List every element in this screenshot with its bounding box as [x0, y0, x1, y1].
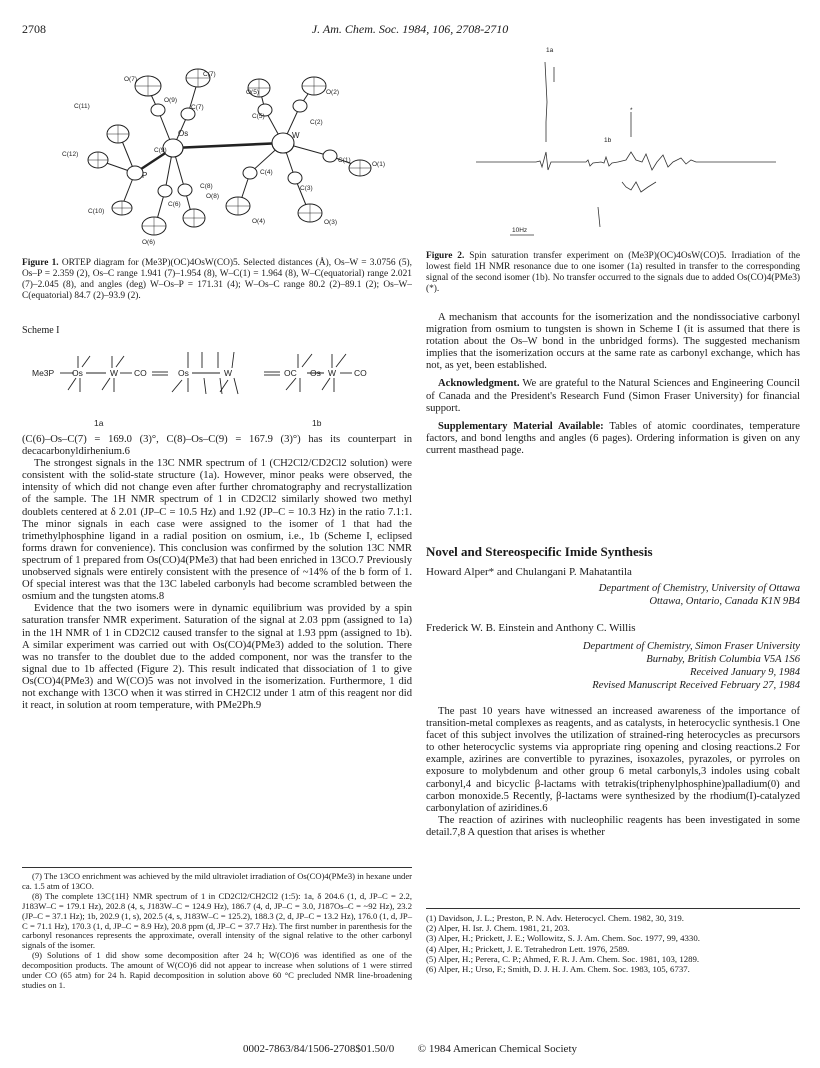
supplementary-label: Supplementary Material Available:	[438, 420, 604, 432]
figure1-caption	[22, 258, 412, 302]
scheme-group: Os	[310, 368, 321, 378]
atom-label: C(1)	[338, 157, 351, 164]
paragraph: Evidence that the two isomers were in dynamic equilibrium was provided by a spin saturation transfer NMR experiment. Saturation of the signal at 2.03 ppm (assigned to 1a) in the 1H NMR of 1 in CD2Cl2 caused transfer to the signal at 1.93 ppm (assigned to 1b). A similar experiment was carried out with Os(CO)4(PMe3) added to the solution. There was no transfer to the doublet due to the added component, nor was the transfer to the signal due to 1b affected (Figure 2). This result indicated that dissociation of 1 to give Os(CO)4(PMe3) and W(CO)5 was not involved in the isomerization. Furthermore, 1 did not exchange with 13CO when it was stirred in CH2Cl2 under 1 atm of this reagent nor did it react, in solution at room temperature, with PMe2Ph.9	[22, 603, 412, 712]
atom-label: C(8)	[200, 183, 213, 190]
references	[426, 913, 800, 974]
atom-label: O(7)	[124, 76, 137, 83]
atom-label: Os	[178, 129, 189, 138]
acknowledgment-label: Acknowledgment.	[438, 378, 520, 390]
footnote-rule	[22, 867, 412, 868]
figure2-caption	[426, 251, 800, 295]
supplementary-text: Tables of atomic coordinates, temperature factors, and bond lengths and angles (6 pages). Ordering information is given on any current masthead page.	[426, 420, 800, 456]
atom-label: C(5)	[252, 113, 265, 120]
scheme-group: OC	[284, 368, 297, 378]
atom-label: C(10)	[88, 208, 105, 215]
scheme-group: Os	[178, 368, 189, 378]
article-authors: Howard Alper* and Chulangani P. Mahatantila	[426, 566, 632, 578]
atom-label: C(9)	[154, 147, 167, 154]
scheme-group: CO	[134, 368, 147, 378]
footnote: (7) The 13CO enrichment was achieved by the mild ultraviolet irradiation of Os(CO)4(PMe3) in hexane under ca. 1.5 atm of 13CO.	[22, 871, 413, 891]
atom-label: O(5)	[246, 89, 259, 96]
scheme-group: W	[224, 368, 233, 378]
paragraph: The reaction of azirines with nucleophilic reagents has been investigated in some detail.7,8 A question that arises is whether	[426, 814, 800, 838]
scheme-title: Scheme I	[22, 325, 60, 336]
reference: (4) Alper, H.; Prickett, J. E. Tetrahedron Lett. 1976, 2589.	[426, 943, 630, 954]
scheme-group: CO	[354, 368, 367, 378]
peak-label-star: *	[630, 107, 633, 114]
atom-label: C(2)	[310, 119, 323, 126]
supplementary-material	[426, 421, 800, 457]
page-number: 2708	[22, 22, 46, 36]
peak-label-1a: 1a	[546, 47, 554, 54]
scheme-label-1a: 1a	[94, 418, 104, 428]
page-footer	[0, 1043, 820, 1055]
footnote: (8) The complete 13C{1H} NMR spectrum of 1 in CD2Cl2/CH2Cl2 (1:5): 1a, δ 204.6 (1, d, JP–C = 2.2, J183W–C = 179.1 Hz), 202.8 (4, s, J183W–C = 124.9 Hz), 186.7 (4, d, JP–C = 3.0, J187Os–C = ~92 Hz), 23.2 (JP–C = 37.1 Hz); 1b, 202.9 (1, s), 202.5 (4, s, J183W–C = 125.2), 188.3 (2, d, JP–C = 13.2 Hz), 176.0 (1, d, JP–C = 71.1 Hz), 170.3 (1, d, JP–C = 8.9 Hz), 20.8 ppm (d, JP–C = 37.7 Hz). The first number in parenthesis for the carbonyl resonances represents the approximate, overall intensity of the signal relative to the other carbonyl signals of the isomer.	[22, 890, 412, 951]
right-column-body	[426, 312, 800, 457]
reference-rule	[426, 908, 800, 909]
article-title: Novel and Stereospecific Imide Synthesis	[426, 544, 653, 559]
affiliation-line: Department of Chemistry, Simon Fraser University	[582, 641, 800, 652]
peak-label-1b: 1b	[604, 137, 612, 144]
scheme-group: W	[328, 368, 337, 378]
acknowledgment	[426, 378, 800, 414]
journal-citation: J. Am. Chem. Soc. 1984, 106, 2708-2710	[311, 22, 509, 36]
figure1-ortep	[60, 48, 390, 248]
figure2-caption-text: Spin saturation transfer experiment on (Me3P)(OC)4OsW(CO)5. Irradiation of the lowest field 1H NMR resonance due to one isomer (1a) resulted in transfer to the corresponding signal of the second isomer (1b). No transfer occurred to the signals due to added Os(CO)4(PMe3) (*).	[426, 251, 801, 294]
scheme-diagram	[22, 340, 412, 430]
affiliation-line: Department of Chemistry, University of Ottawa	[598, 583, 800, 594]
running-header	[0, 22, 820, 42]
atom-label: O(6)	[142, 239, 155, 246]
affiliation	[426, 640, 800, 692]
reference: (6) Alper, H.; Urso, F.; Smith, D. J. H. J. Am. Chem. Soc. 1983, 105, 6737.	[426, 964, 690, 975]
affiliation-line: Burnaby, British Columbia V5A 1S6	[646, 654, 800, 665]
figure2-label: Figure 2.	[426, 251, 465, 261]
figure2-nmr-trace	[476, 42, 776, 242]
footnote: (9) Solutions of 1 did show some decomposition after 24 h; W(CO)6 was identified as one of the decomposition products. The amount of W(CO)6 did not appear to increase when solutions of 1 were stirred under CO (65 atm) for 24 h. Rapid decomposition in solution above 60 °C precluded NMR line-broadening studies on 1.	[22, 950, 412, 990]
reference: (5) Alper, H.; Perera, C. P.; Ahmed, F. R. J. Am. Chem. Soc. 1981, 103, 1289.	[426, 953, 700, 964]
atom-label: O(9)	[164, 97, 177, 104]
scale-label: 10Hz	[512, 227, 528, 234]
reference: (2) Alper, H. Isr. J. Chem. 1981, 21, 203.	[426, 923, 570, 934]
figure1-label: Figure 1.	[22, 258, 59, 268]
left-column-body	[22, 434, 412, 712]
atom-label: C(7)	[203, 71, 216, 78]
atom-label: C(11)	[74, 103, 90, 110]
paragraph: The strongest signals in the 13C NMR spectrum of 1 (CH2Cl2/CD2Cl2 solution) were consistent with the solid-state structure (1a). However, minor peaks were observed, the intensity of which did not change even after further chromatography and recrystallization of the sample. The 1H NMR spectrum of 1 in CD2Cl2 similarly showed two methyl doublets centered at δ 2.01 (JP–C = 10.5 Hz) and 1.92 (JP–C = 10.3 Hz) in the ratio 7.1:1. The minor signals in each case were assigned to the isomer of 1 that had the trimethylphosphine ligand in a radial position on osmium, i.e., 1b (Scheme I, eclipsed forms drawn for convenience). This conclusion was confirmed by the solution 13C NMR spectrum of 1 prepared from Os(CO)4(PMe3) that had been enriched in 13CO.7 Previously unobserved signals were entirely consistent with the presence of ~14% of the b form of 1. Of special interest was that the 13C labeled carbonyls had become scrambled between the osmium and the tungsten atoms.8	[22, 458, 412, 603]
ortep-diagram	[60, 48, 390, 248]
paragraph: The past 10 years have witnessed an increased awareness of the importance of transition-metal complexes as reagents, and as catalysts, in heterocyclic synthesis.1 One facet of this subject involves the utilization of strained-ring heterocycles as precursors to other heterocyclic systems via appropriate ring opening and closing reactions.2 For example, azirines are convertible to pyrazines, isoxazoles, pyrazoles, or pyrroles on exposure to molybdenum and other group 6 metal carbonyls,3 indoles using cobalt carbonyl,4 and bicyclic β-lactams with tetrakis(triphenylphosphine)palladium(0) and carbon monoxide.5 Recently, β-lactams were synthesized by the rhodium(I)-catalyzed carbonylation of aziridines.6	[426, 706, 800, 814]
footer-copyright: © 1984 American Chemical Society	[417, 1043, 577, 1055]
atom-label: C(7)	[191, 104, 204, 111]
affiliation	[426, 582, 800, 608]
acknowledgment-text: We are grateful to the Natural Sciences and Engineering Council of Canada and the President's Research Fund (Simon Fraser University) for financial support.	[426, 378, 800, 414]
atom-label: C(3)	[300, 185, 313, 192]
atom-label: O(2)	[326, 89, 339, 96]
atom-label: O(4)	[252, 218, 265, 225]
atom-label: O(8)	[206, 193, 219, 200]
paragraph: A mechanism that accounts for the isomerization and the nondissociative carbonyl migration from osmium to tungsten is shown in Scheme I (it is assumed that there is rotation about the Os–W bond in the unbridged forms). The suggested mechanism implies that the isomerization occurs at the same rate as carbonyl exchange, which has not, as yet, been established.	[426, 312, 800, 372]
affiliation-line: Ottawa, Ontario, Canada K1N 9B4	[649, 596, 800, 607]
scheme-group: W	[110, 368, 119, 378]
atom-label: O(3)	[324, 219, 337, 226]
received-date: Received January 9, 1984	[689, 667, 800, 678]
figure1-caption-text: ORTEP diagram for (Me3P)(OC)4OsW(CO)5. Selected distances (Å), Os–W = 3.0756 (5), Os–P = 2.359 (2), Os–C range 1.941 (7)–1.954 (8), W–C(1) = 1.964 (8), W–C(equatorial) range 2.021 (7)–2.045 (8), and angles (deg) W–Os–P = 171.31 (4); W–Os–C range 80.2 (2)–89.1 (2); Os–W–C(equatorial) 84.7 (2)–93.9 (2).	[22, 258, 413, 301]
article-authors: Frederick W. B. Einstein and Anthony C. Willis	[426, 622, 636, 634]
scheme-group: Me3P	[32, 368, 55, 378]
article-body	[426, 706, 800, 839]
paragraph: (C(6)–Os–C(7) = 169.0 (3)°, C(8)–Os–C(9) = 167.9 (3)°) has its counterpart in decacarbonyldirhenium.6	[22, 434, 412, 458]
scheme-group: Os	[72, 368, 83, 378]
atom-label: C(6)	[168, 201, 181, 208]
atom-label: P	[142, 171, 148, 180]
scheme-label-1b: 1b	[312, 418, 322, 428]
atom-label: W	[292, 131, 300, 140]
reference: (1) Davidson, J. L.; Preston, P. N. Adv. Heterocycl. Chem. 1982, 30, 319.	[426, 913, 684, 923]
revised-date: Revised Manuscript Received February 27, 1984	[592, 680, 800, 691]
footer-code: 0002-7863/84/1506-2708$01.50/0	[242, 1043, 395, 1055]
reference: (3) Alper, H.; Prickett, J. E.; Wollowitz, S. J. Am. Chem. Soc. 1977, 99, 4330.	[426, 933, 700, 944]
atom-label: C(4)	[260, 169, 273, 176]
atom-label: C(12)	[62, 151, 79, 158]
atom-label: O(1)	[372, 161, 385, 168]
footnotes	[22, 872, 412, 991]
